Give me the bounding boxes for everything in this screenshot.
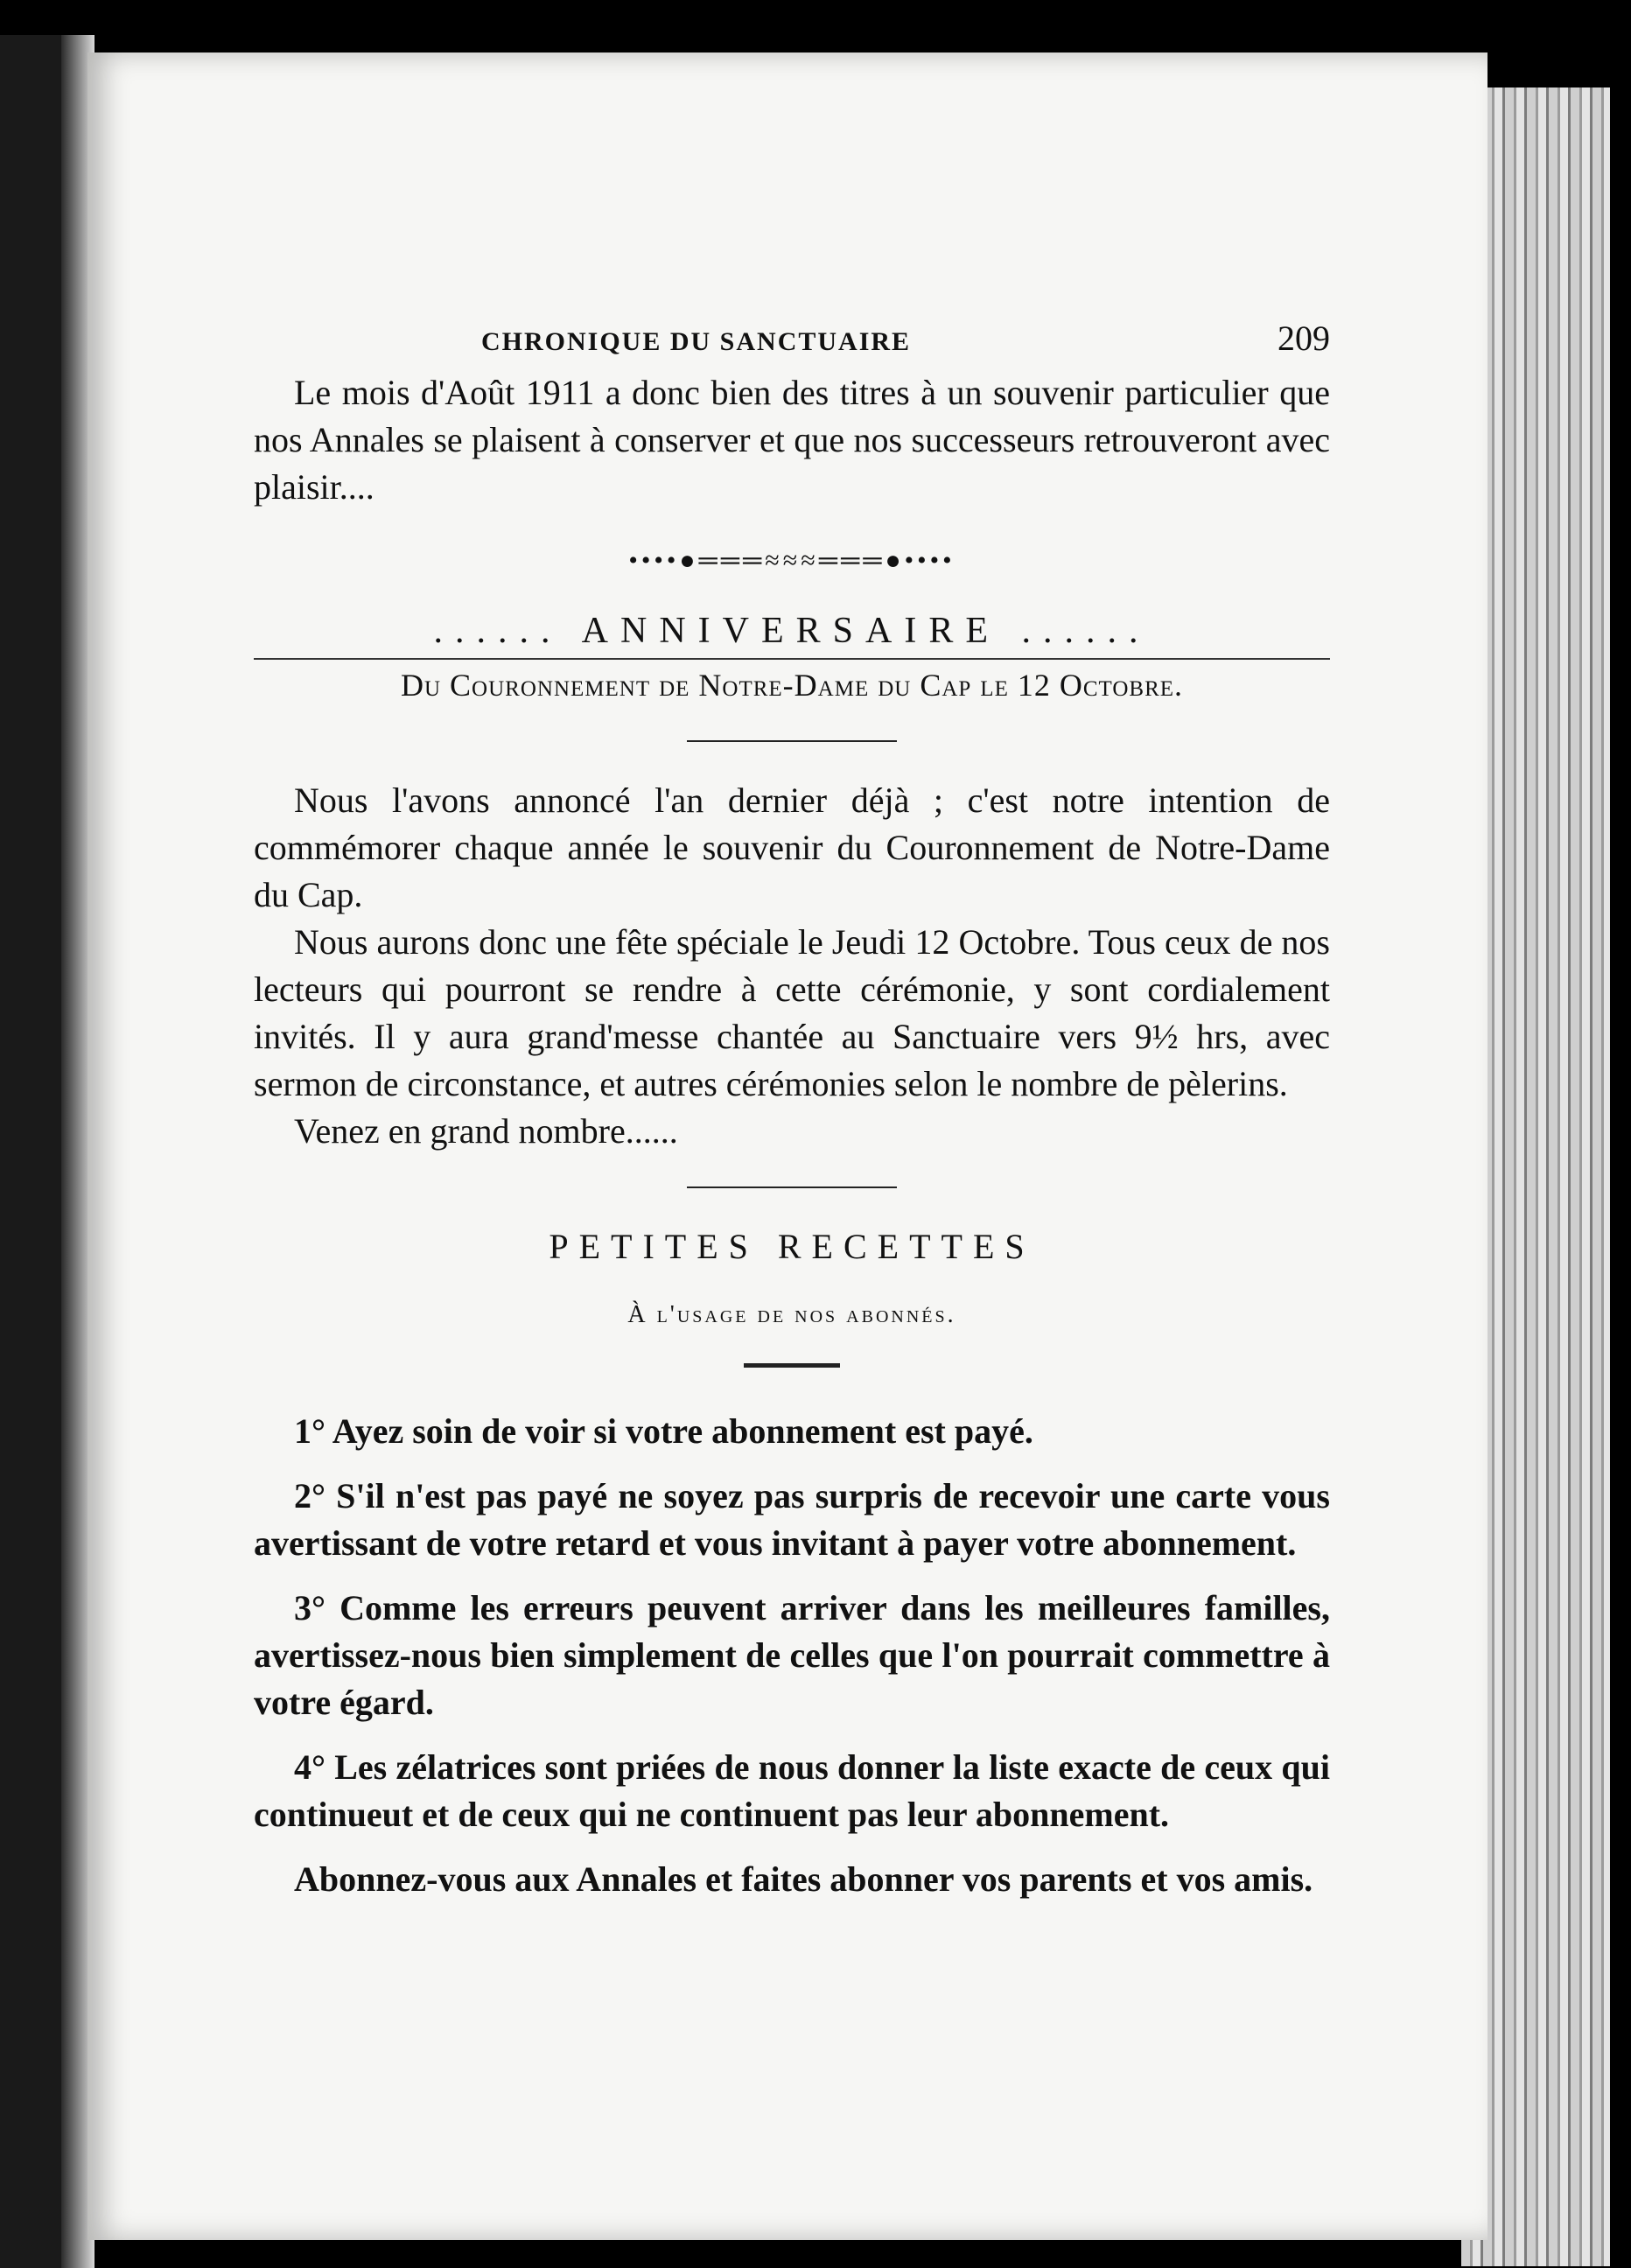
running-title: CHRONIQUE DU SANCTUAIRE: [481, 327, 912, 356]
page-number: 209: [1278, 318, 1330, 358]
intro-paragraph: Le mois d'Août 1911 a donc bien des titres à un souvenir particulier que nos Annales se plaisent à conserver et que nos successeurs retrouveront avec plaisir....: [254, 373, 1330, 507]
recette-item-2: 2° S'il n'est pas payé ne soyez pas surpris de recevoir une carte vous avertissant de votre retard et vous invitant à payer votre abonnement.: [254, 1476, 1330, 1563]
anniversaire-paragraph-3: Venez en grand nombre......: [294, 1111, 678, 1151]
section-rule: [687, 1186, 897, 1188]
recette-item-3: 3° Comme les erreurs peuvent arriver dans les meilleures familles, avertissez-nous bien simplement de celles que l'on pourrait commettre à votre égard.: [254, 1588, 1330, 1722]
recette-item-4: 4° Les zélatrices sont priées de nous donner la liste exacte de ceux qui continueut et de ceux qui ne continuent pas leur abonnement.: [254, 1747, 1330, 1834]
recettes-subtitle: À l'usage de nos abonnés.: [627, 1301, 956, 1328]
recette-item-1: 1° Ayez soin de voir si votre abonnement est payé.: [294, 1411, 1033, 1451]
page-content: [254, 315, 1330, 1903]
anniversaire-subtitle: Du Couronnement de Notre-Dame du Cap le 12 Octobre.: [254, 658, 1330, 709]
anniversaire-title: ...... ANNIVERSAIRE ......: [433, 611, 1151, 651]
section-rule: [687, 740, 897, 742]
recettes-title: PETITES RECETTES: [549, 1227, 1035, 1266]
heavy-rule: [744, 1363, 840, 1368]
recettes-closing: Abonnez-vous aux Annales et faites abonner vos parents et vos amis.: [294, 1859, 1313, 1899]
book-page: [88, 52, 1488, 2240]
anniversaire-paragraph-2: Nous aurons donc une fête spéciale le Jeudi 12 Octobre. Tous ceux de nos lecteurs qui pourront se rendre à cette cérémonie, y sont cordialement invités. Il y aura grand'messe chantée au Sanctuaire vers 9½ hrs, avec sermon de circonstance, et autres cérémonies selon le nombre de pèlerins.: [254, 922, 1330, 1103]
running-head: [254, 315, 1330, 366]
ornament-divider: ••••●═══≈≈≈═══●••••: [628, 546, 956, 575]
anniversaire-paragraph-1: Nous l'avons annoncé l'an dernier déjà ; c'est notre intention de commémorer chaque année le souvenir du Couronnement de Notre-Dame du Cap.: [254, 780, 1330, 914]
